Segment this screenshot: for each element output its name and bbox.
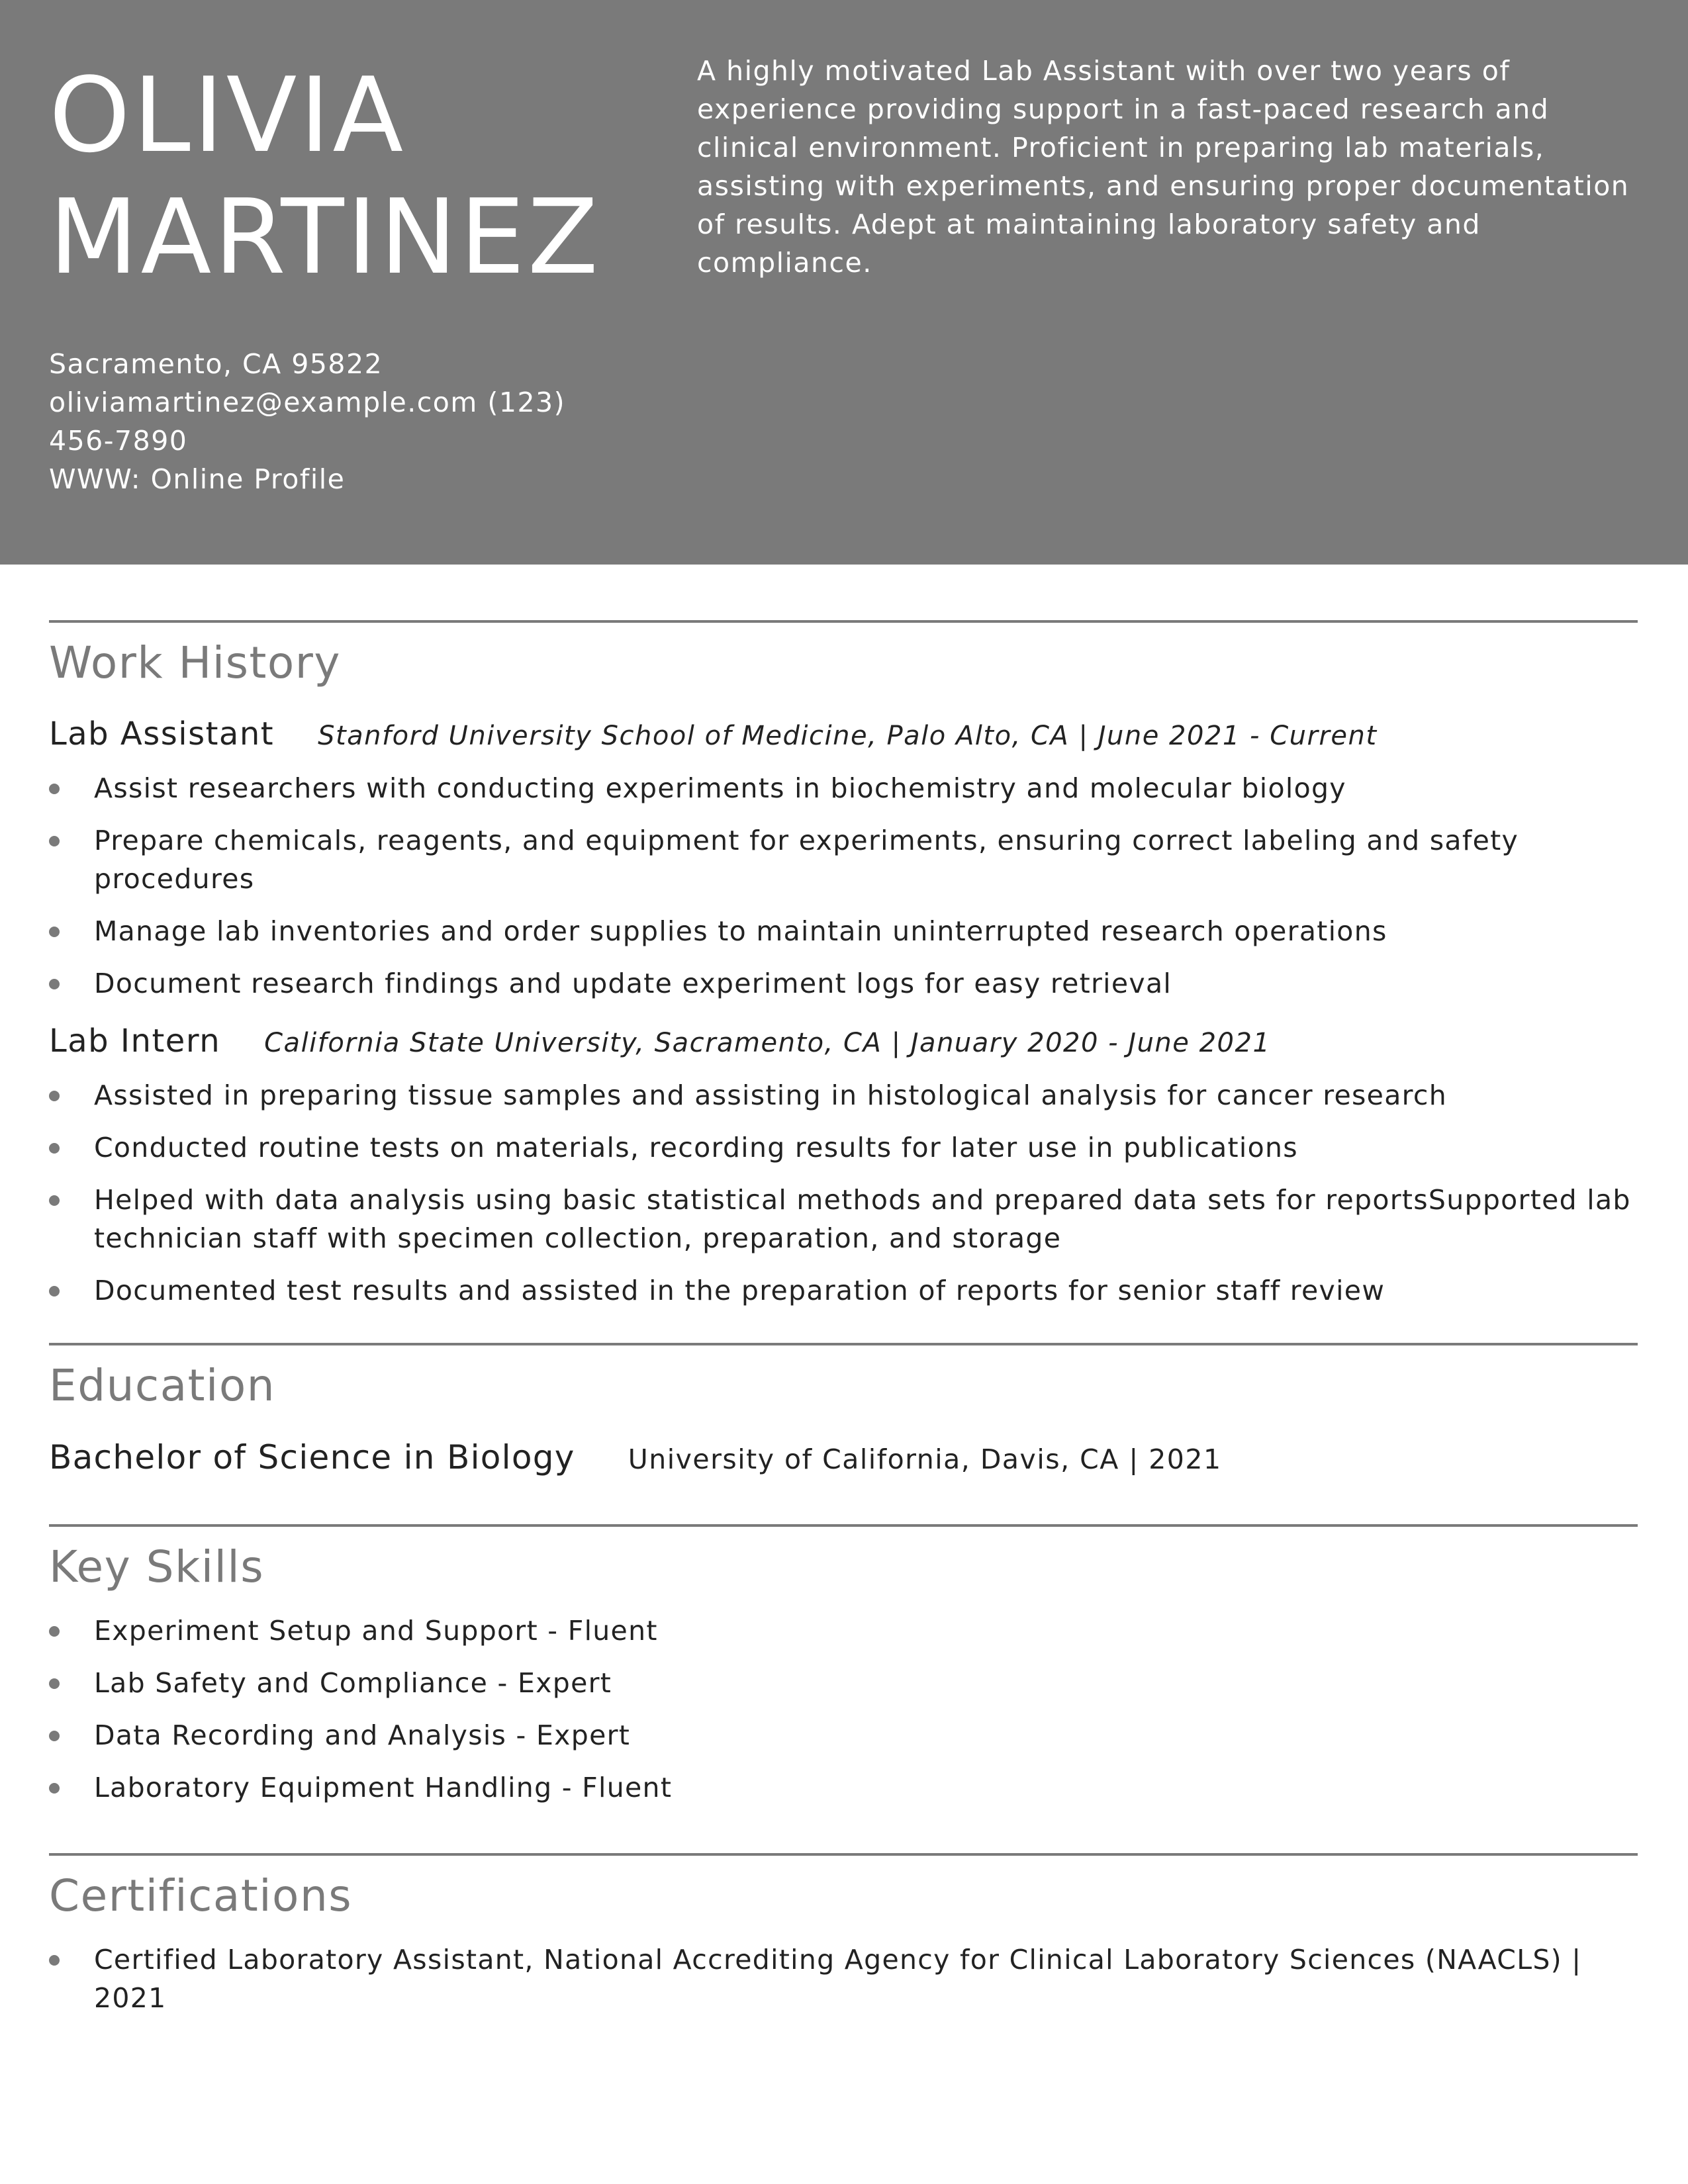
list-item: Document research findings and update experiment logs for easy retrieval [49,964,1638,1003]
list-item: Documented test results and assisted in the preparation of reports for senior staff review [49,1271,1638,1310]
section-divider [49,1524,1638,1527]
certifications-section [49,1853,1638,2031]
phone-continued: 456-7890 [49,425,188,457]
list-item: Conducted routine tests on materials, recording results for later use in publications [49,1128,1638,1167]
section-title: Education [49,1360,276,1411]
job-bullets [49,769,1638,1003]
degree: Bachelor of Science in Biology [49,1438,575,1477]
job-entry [49,1021,1638,1310]
section-title: Key Skills [49,1541,265,1592]
job-employer: Stanford University School of Medicine [318,721,868,751]
job-header [49,1021,1638,1068]
list-item: Helped with data analysis using basic statistical methods and prepared data sets for reportsSupported lab technician staff with specimen collection, preparation, and storage [49,1181,1638,1257]
list-item: Certified Laboratory Assistant, National Accrediting Agency for Clinical Laboratory Sciences (NAACLS) | 2021 [49,1940,1638,2017]
list-item: Assist researchers with conducting experiments in biochemistry and molecular biology [49,769,1638,807]
list-item: Prepare chemicals, reagents, and equipment for experiments, ensuring correct labeling and safety procedures [49,821,1638,898]
job-entry [49,714,1638,1003]
job-dates: June 2021 - Current [1088,721,1378,751]
list-item: Data Recording and Analysis - Expert [49,1716,1638,1754]
education-entry [49,1437,1638,1486]
summary-text: A highly motivated Lab Assistant with over two years of experience providing support in a fast-paced research and clinical environment. Proficient in preparing lab materials, assisting with experiments, and ensuring proper documentation of results. Adept at maintaining laboratory safety and compliance. [697,55,1630,279]
header-band [0,0,1688,565]
list-item: Experiment Setup and Support - Fluent [49,1612,1638,1650]
address: Sacramento, CA 95822 [49,348,383,380]
contact-block [49,345,579,498]
separator: | [1078,721,1089,751]
certifications-list [49,1940,1638,2017]
education-section [49,1343,1638,1486]
job-meta [318,721,1377,751]
first-name: OLIVIA [49,55,406,175]
job-title: Lab Intern [49,1023,221,1060]
section-divider [49,620,1638,623]
school: University of California, Davis, CA | 2021 [628,1443,1222,1475]
job-header [49,714,1638,761]
job-bullets [49,1076,1638,1310]
section-divider [49,1853,1638,1856]
candidate-name [49,54,645,298]
email-phone: oliviamartinez@example.com (123) [49,387,566,418]
separator: | [891,1028,902,1058]
job-location: , Sacramento, CA [635,1028,882,1058]
list-item: Lab Safety and Compliance - Expert [49,1664,1638,1702]
list-item: Laboratory Equipment Handling - Fluent [49,1768,1638,1807]
list-item: Assisted in preparing tissue samples and assisting in histological analysis for cancer research [49,1076,1638,1115]
job-employer: California State University [264,1028,636,1058]
section-title: Certifications [49,1870,353,1921]
section-divider [49,1343,1638,1345]
work-history-section [49,620,1638,1324]
list-item: Manage lab inventories and order supplies to maintain uninterrupted research operations [49,912,1638,950]
key-skills-section [49,1524,1638,1821]
job-title: Lab Assistant [49,715,275,752]
last-name: MARTINEZ [49,177,601,297]
section-title: Work History [49,637,341,688]
website-link[interactable]: WWW: Online Profile [49,463,346,495]
job-dates: January 2020 - June 2021 [901,1028,1271,1058]
job-meta [264,1028,1270,1058]
skills-list [49,1612,1638,1807]
job-location: , Palo Alto, CA [868,721,1070,751]
